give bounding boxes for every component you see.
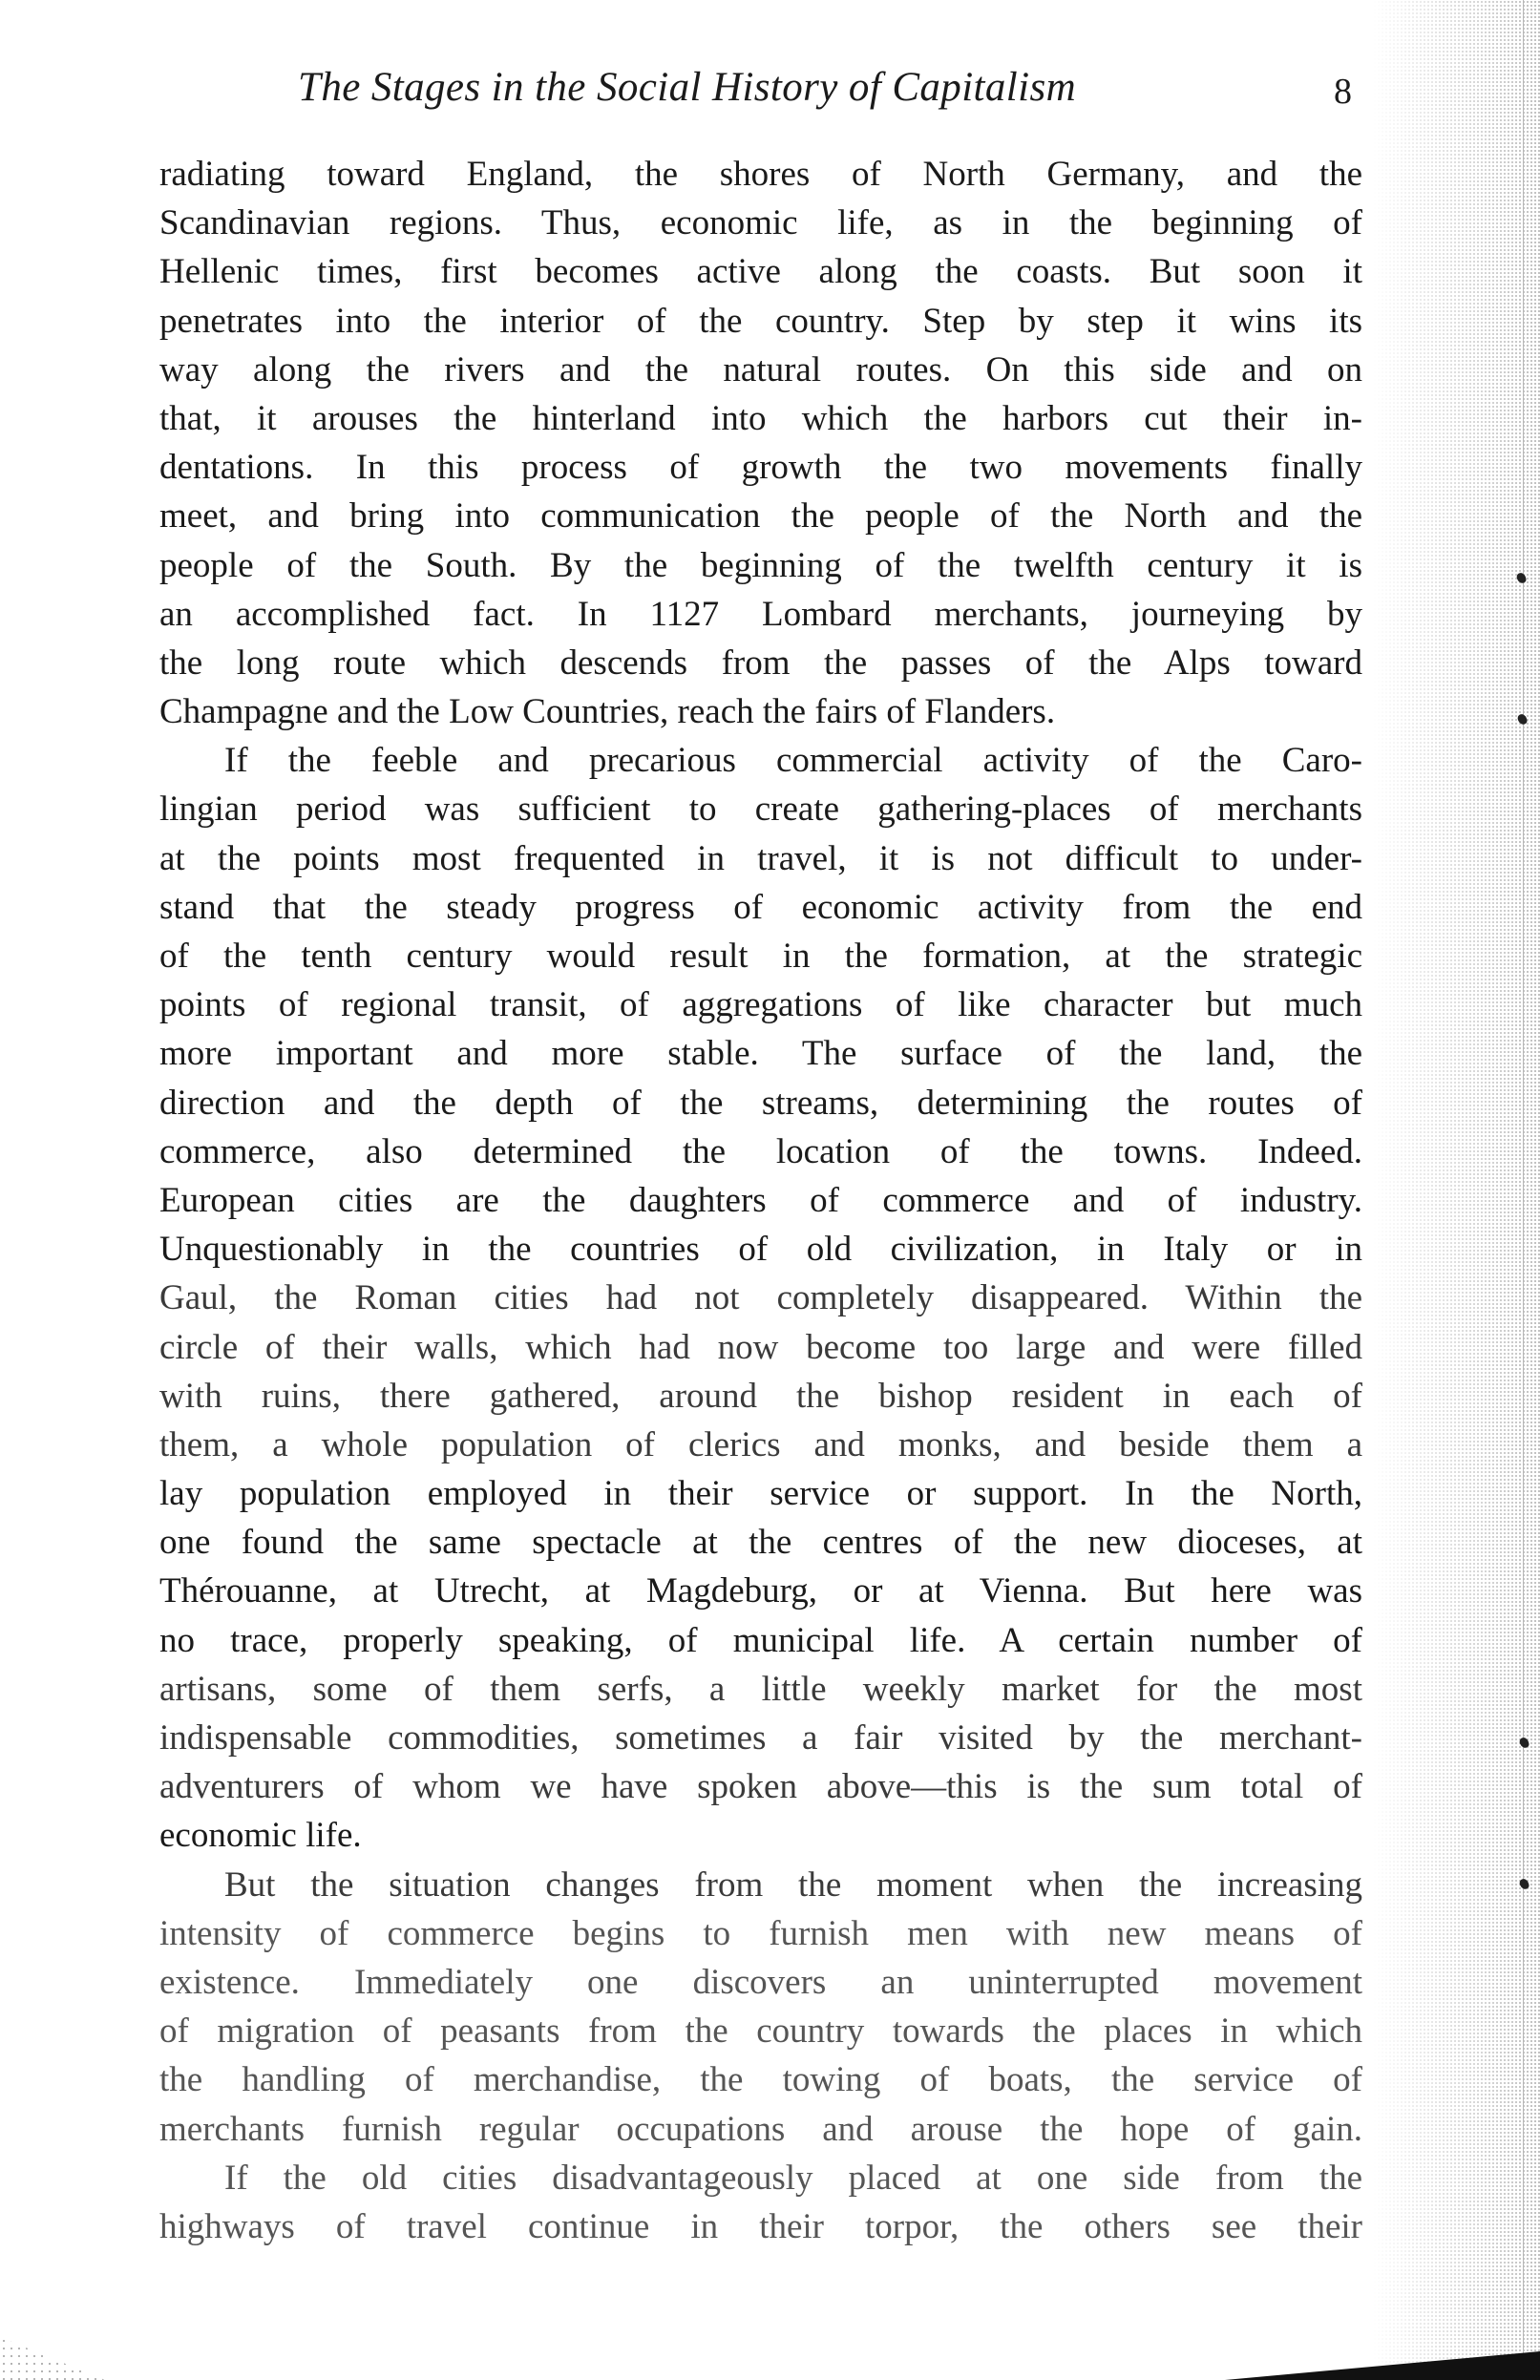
text-line: no trace, properly speaking, of municipal life. A certain number of [159, 1620, 1362, 1660]
text-line: way along the rivers and the natural routes. On this side and on [159, 349, 1362, 390]
text-line: Thérouanne, at Utrecht, at Magdeburg, or at Vienna. But here was [159, 1571, 1362, 1611]
text-line: indispensable commodities, sometimes a fair visited by the merchant- [159, 1718, 1362, 1758]
text-line: an accomplished fact. In 1127 Lombard merchants, journeying by [159, 594, 1362, 634]
text-line: people of the South. By the beginning of the twelfth century it is [159, 545, 1362, 585]
text-line: that, it arouses the hinterland into which the harbors cut their in- [159, 398, 1362, 438]
text-line: the handling of merchandise, the towing of boats, the service of [159, 2060, 1362, 2100]
text-line: lingian period was sufficient to create gathering-places of merchants [159, 790, 1362, 830]
text-line: intensity of commerce begins to furnish men with new means of [159, 1913, 1362, 1953]
text-line: with ruins, there gathered, around the bishop resident in each of [159, 1376, 1362, 1416]
text-line: stand that the steady progress of economic activity from the end [159, 887, 1362, 927]
page-edge-line [1523, 0, 1524, 2380]
text-line: artisans, some of them serfs, a little weekly market for the most [159, 1669, 1362, 1709]
page-number: 8 [1334, 72, 1352, 112]
text-line: highways of travel continue in their torpor, the others see their [159, 2206, 1362, 2246]
text-line: merchants furnish regular occupations and arouse the hope of gain. [159, 2109, 1362, 2149]
text-line: at the points most frequented in travel, it is not difficult to under- [159, 838, 1362, 878]
paragraph-2 [159, 736, 1362, 1860]
text-line: lay population employed in their service or support. In the North, [159, 1474, 1362, 1514]
text-line: Hellenic times, first becomes active along the coasts. But soon it [159, 252, 1362, 292]
text-line: penetrates into the interior of the country. Step by step it wins its [159, 301, 1362, 341]
text-line: circle of their walls, which had now become too large and were filled [159, 1327, 1362, 1367]
text-line: meet, and bring into communication the people of the North and the [159, 496, 1362, 537]
text-line: commerce, also determined the location of the towns. Indeed. [159, 1131, 1362, 1171]
text-line: Champagne and the Low Countries, reach the fairs of Flanders. [159, 692, 1056, 732]
text-line: Gaul, the Roman cities had not completely disappeared. Within the [159, 1278, 1362, 1318]
text-line: If the old cities disadvantageously placed at one side from the [224, 2158, 1362, 2198]
body-text [159, 150, 1362, 2251]
text-line: them, a whole population of clerics and monks, and beside them a [159, 1424, 1362, 1464]
running-head [0, 59, 1540, 116]
text-line: points of regional transit, of aggregations of like character but much [159, 985, 1362, 1025]
paragraph-4 [159, 2154, 1362, 2251]
paragraph-3 [159, 1861, 1362, 2154]
text-line: adventurers of whom we have spoken above—this is the sum total of [159, 1767, 1362, 1807]
text-line: of migration of peasants from the country towards the places in which [159, 2011, 1362, 2052]
text-line: more important and more stable. The surface of the land, the [159, 1034, 1362, 1074]
text-line: one found the same spectacle at the centres of the new dioceses, at [159, 1523, 1362, 1563]
text-line: economic life. [159, 1816, 362, 1856]
text-line: If the feeble and precarious commercial activity of the Caro- [224, 741, 1362, 781]
text-line: But the situation changes from the moment when the increasing [224, 1864, 1362, 1905]
running-title: The Stages in the Social History of Capitalism [298, 65, 1077, 110]
text-line: dentations. In this process of growth the two movements finally [159, 448, 1362, 488]
paragraph-1 [159, 150, 1362, 736]
text-line: radiating toward England, the shores of North Germany, and the [159, 155, 1362, 194]
text-line: Unquestionably in the countries of old civilization, in Italy or in [159, 1230, 1362, 1270]
text-line: the long route which descends from the passes of the Alps toward [159, 642, 1362, 683]
scan-gutter-shading [1373, 0, 1540, 2380]
text-line: of the tenth century would result in the formation, at the strategic [159, 937, 1362, 976]
text-line: European cities are the daughters of commerce and of industry. [159, 1180, 1362, 1220]
text-line: Scandinavian regions. Thus, economic life, as in the beginning of [159, 203, 1362, 243]
text-line: direction and the depth of the streams, determining the routes of [159, 1083, 1362, 1123]
scan-corner-dots [0, 2337, 105, 2380]
text-line: existence. Immediately one discovers an uninterrupted movement [159, 1962, 1362, 2002]
